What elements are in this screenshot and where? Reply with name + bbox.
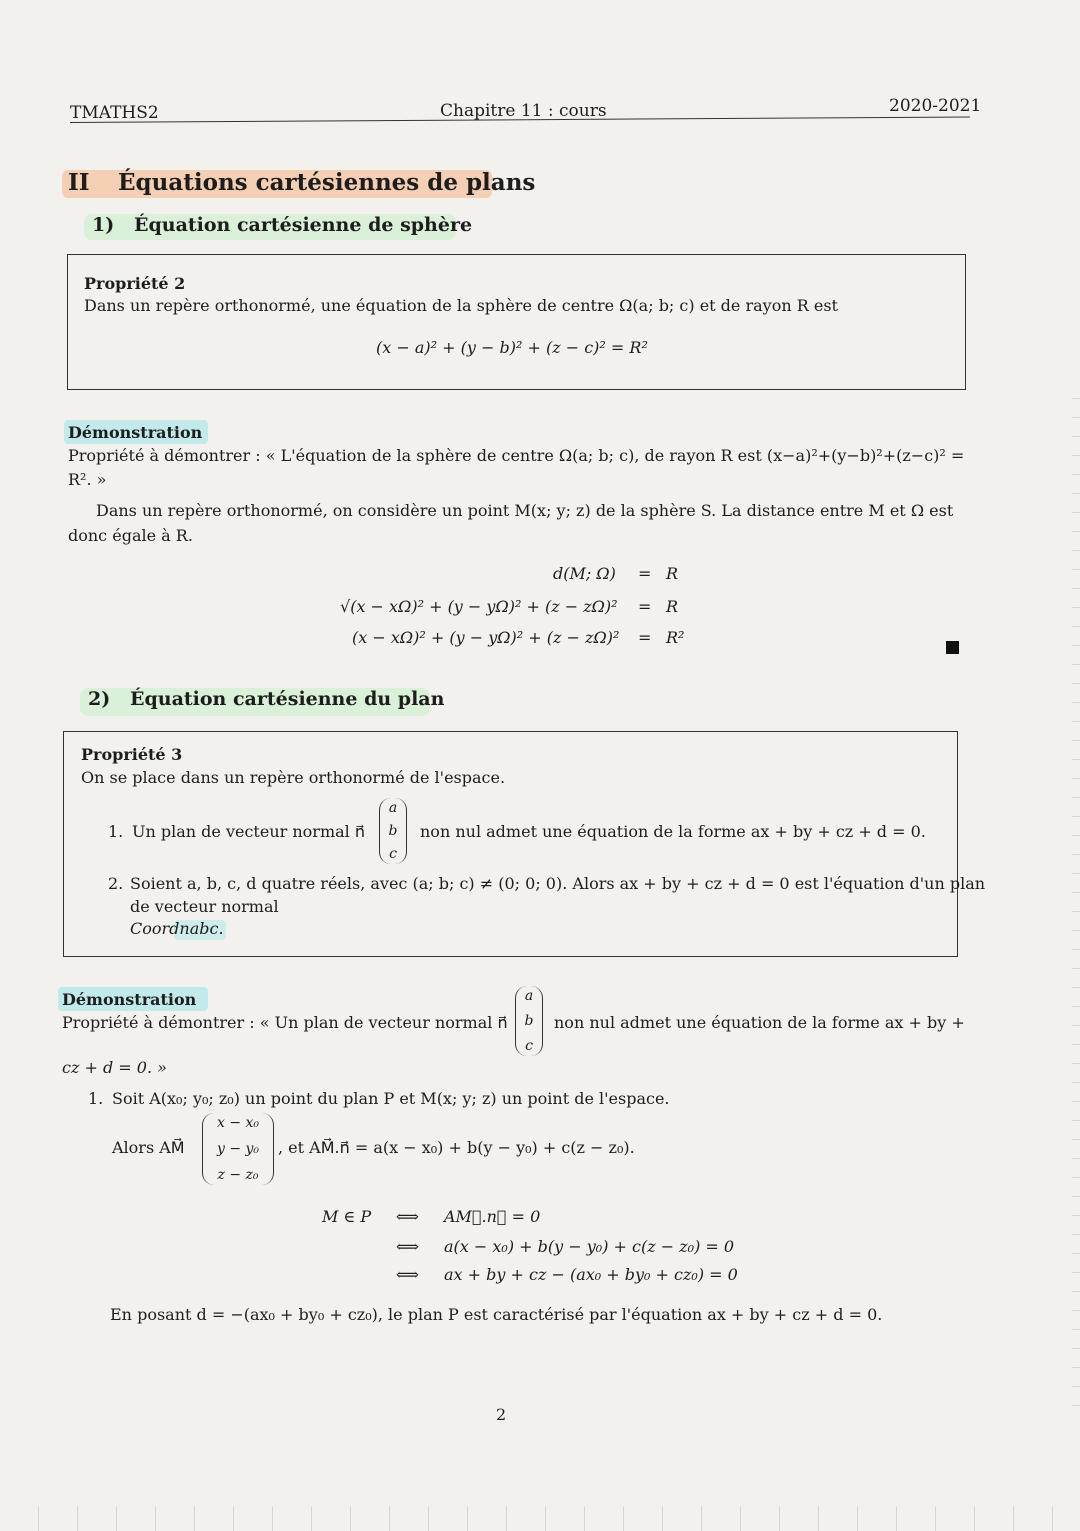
equiv2-op: ⟺ <box>396 1237 419 1256</box>
demo1-line2: R². » <box>68 470 107 489</box>
property-3-intro: On se place dans un repère orthonormé de l'espace. <box>81 768 506 787</box>
equiv1-op: ⟺ <box>396 1207 419 1226</box>
demo2-line1-before: Propriété à démontrer : « Un plan de vecteur normal n⃗ <box>62 1013 508 1032</box>
paper-edge-ticks <box>0 1506 1080 1531</box>
demo1-eq3-op: = <box>638 628 652 647</box>
paper-side-ticks <box>1072 380 1080 1420</box>
demo1-eq1-rhs: R <box>666 564 679 583</box>
sub1-title: Équation cartésienne de sphère <box>134 214 473 236</box>
demo1-eq2-op: = <box>638 597 652 616</box>
demo2-conclusion: En posant d = −(ax₀ + by₀ + cz₀), le plan P est caractérisé par l'équation ax + by + cz + d = 0. <box>110 1305 883 1324</box>
demo1-eq3-lhs: (x − xΩ)² + (y − yΩ)² + (z − zΩ)² <box>352 628 620 647</box>
normal-vector-1 <box>379 798 407 864</box>
demo2-line1-after: non nul admet une équation de la forme ax + by + <box>554 1013 965 1032</box>
property-2-text: Dans un repère orthonormé, une équation de la sphère de centre Ω(a; b; c) et de rayon R est <box>84 296 838 315</box>
demo1-para1: Dans un repère orthonormé, on considère un point M(x; y; z) de la sphère S. La distance entre M et Ω est <box>96 501 954 520</box>
sub2-number: 2) <box>88 688 111 710</box>
demo1-eq2-lhs: √(x − xΩ)² + (y − yΩ)² + (z − zΩ)² <box>340 597 618 616</box>
demo2-step1: Soit A(x₀; y₀; z₀) un point du plan P et M(x; y; z) un point de l'espace. <box>112 1089 670 1108</box>
header-left: TMATHS2 <box>70 103 159 123</box>
equiv3-rhs: ax + by + cz − (ax₀ + by₀ + cz₀) = 0 <box>444 1265 738 1284</box>
demo1-eq1-op: = <box>638 564 652 583</box>
page-number: 2 <box>496 1405 507 1424</box>
normal-vector-2 <box>515 986 543 1056</box>
equiv3-op: ⟺ <box>396 1265 419 1284</box>
demo2-title: Démonstration <box>62 990 197 1009</box>
sub1-number: 1) <box>92 214 115 236</box>
property-3-item2-line1: Soient a, b, c, d quatre réels, avec (a; b; c) ≠ (0; 0; 0). Alors ax + by + cz + d = 0 est l'équation d'un plan <box>130 874 986 893</box>
header-right: 2020-2021 <box>889 96 982 116</box>
demo2-dot-product: , et AM⃗.n⃗ = a(x − x₀) + b(y − y₀) + c(z − z₀). <box>278 1138 635 1157</box>
demo1-eq3-rhs: R² <box>666 628 685 647</box>
property-2-equation: (x − a)² + (y − b)² + (z − c)² = R² <box>376 338 648 357</box>
qed-square-icon <box>946 641 959 654</box>
normal-vector-1-c: c <box>389 846 397 862</box>
normal-vector-2-a: a <box>524 988 534 1004</box>
equiv1-rhs: AM⃗.n⃗ = 0 <box>444 1207 541 1226</box>
demo1-eq1-lhs: d(M; Ω) <box>553 564 616 583</box>
property-3-item1-number: 1. <box>108 822 124 841</box>
demo1-eq2-rhs: R <box>666 597 679 616</box>
property-3-item2-line2: de vecteur normal <box>130 897 279 916</box>
section-number: II <box>68 169 90 196</box>
am-vector-z: z − z₀ <box>217 1167 259 1183</box>
sub2-title: Équation cartésienne du plan <box>130 688 445 710</box>
demo1-line1: Propriété à démontrer : « L'équation de la sphère de centre Ω(a; b; c), de rayon R est (x−a)²+(y−b)²+(z−c)² = <box>68 446 965 465</box>
demo2-step1-number: 1. <box>88 1089 104 1108</box>
demo1-para2: donc égale à R. <box>68 526 193 545</box>
normal-vector-1-a: a <box>388 800 398 816</box>
property-2-title: Propriété 2 <box>84 274 186 293</box>
property-3-item1-before: Un plan de vecteur normal n⃗ <box>132 822 366 841</box>
equiv1-lhs: M ∈ P <box>322 1207 372 1226</box>
am-vector <box>202 1113 274 1185</box>
normal-vector-2-c: c <box>525 1038 533 1054</box>
property-3-title: Propriété 3 <box>81 745 183 764</box>
normal-vector-1-b: b <box>388 823 398 839</box>
property-2-box <box>67 254 966 390</box>
header-center: Chapitre 11 : cours <box>440 101 607 121</box>
section-title: Équations cartésiennes de plans <box>118 169 536 196</box>
demo1-title: Démonstration <box>68 423 203 442</box>
am-vector-x: x − x₀ <box>216 1115 260 1131</box>
equiv2-rhs: a(x − x₀) + b(y − y₀) + c(z − z₀) = 0 <box>444 1237 735 1256</box>
property-3-item2-line3: Coordnabc. <box>130 919 224 938</box>
property-3-item2-number: 2. <box>108 874 124 893</box>
demo2-line2: cz + d = 0. » <box>62 1058 167 1077</box>
am-vector-y: y − y₀ <box>216 1141 260 1157</box>
property-3-item1-after: non nul admet une équation de la forme ax + by + cz + d = 0. <box>420 822 926 841</box>
demo2-alors: Alors AM⃗ <box>112 1138 185 1157</box>
normal-vector-2-b: b <box>524 1013 534 1029</box>
